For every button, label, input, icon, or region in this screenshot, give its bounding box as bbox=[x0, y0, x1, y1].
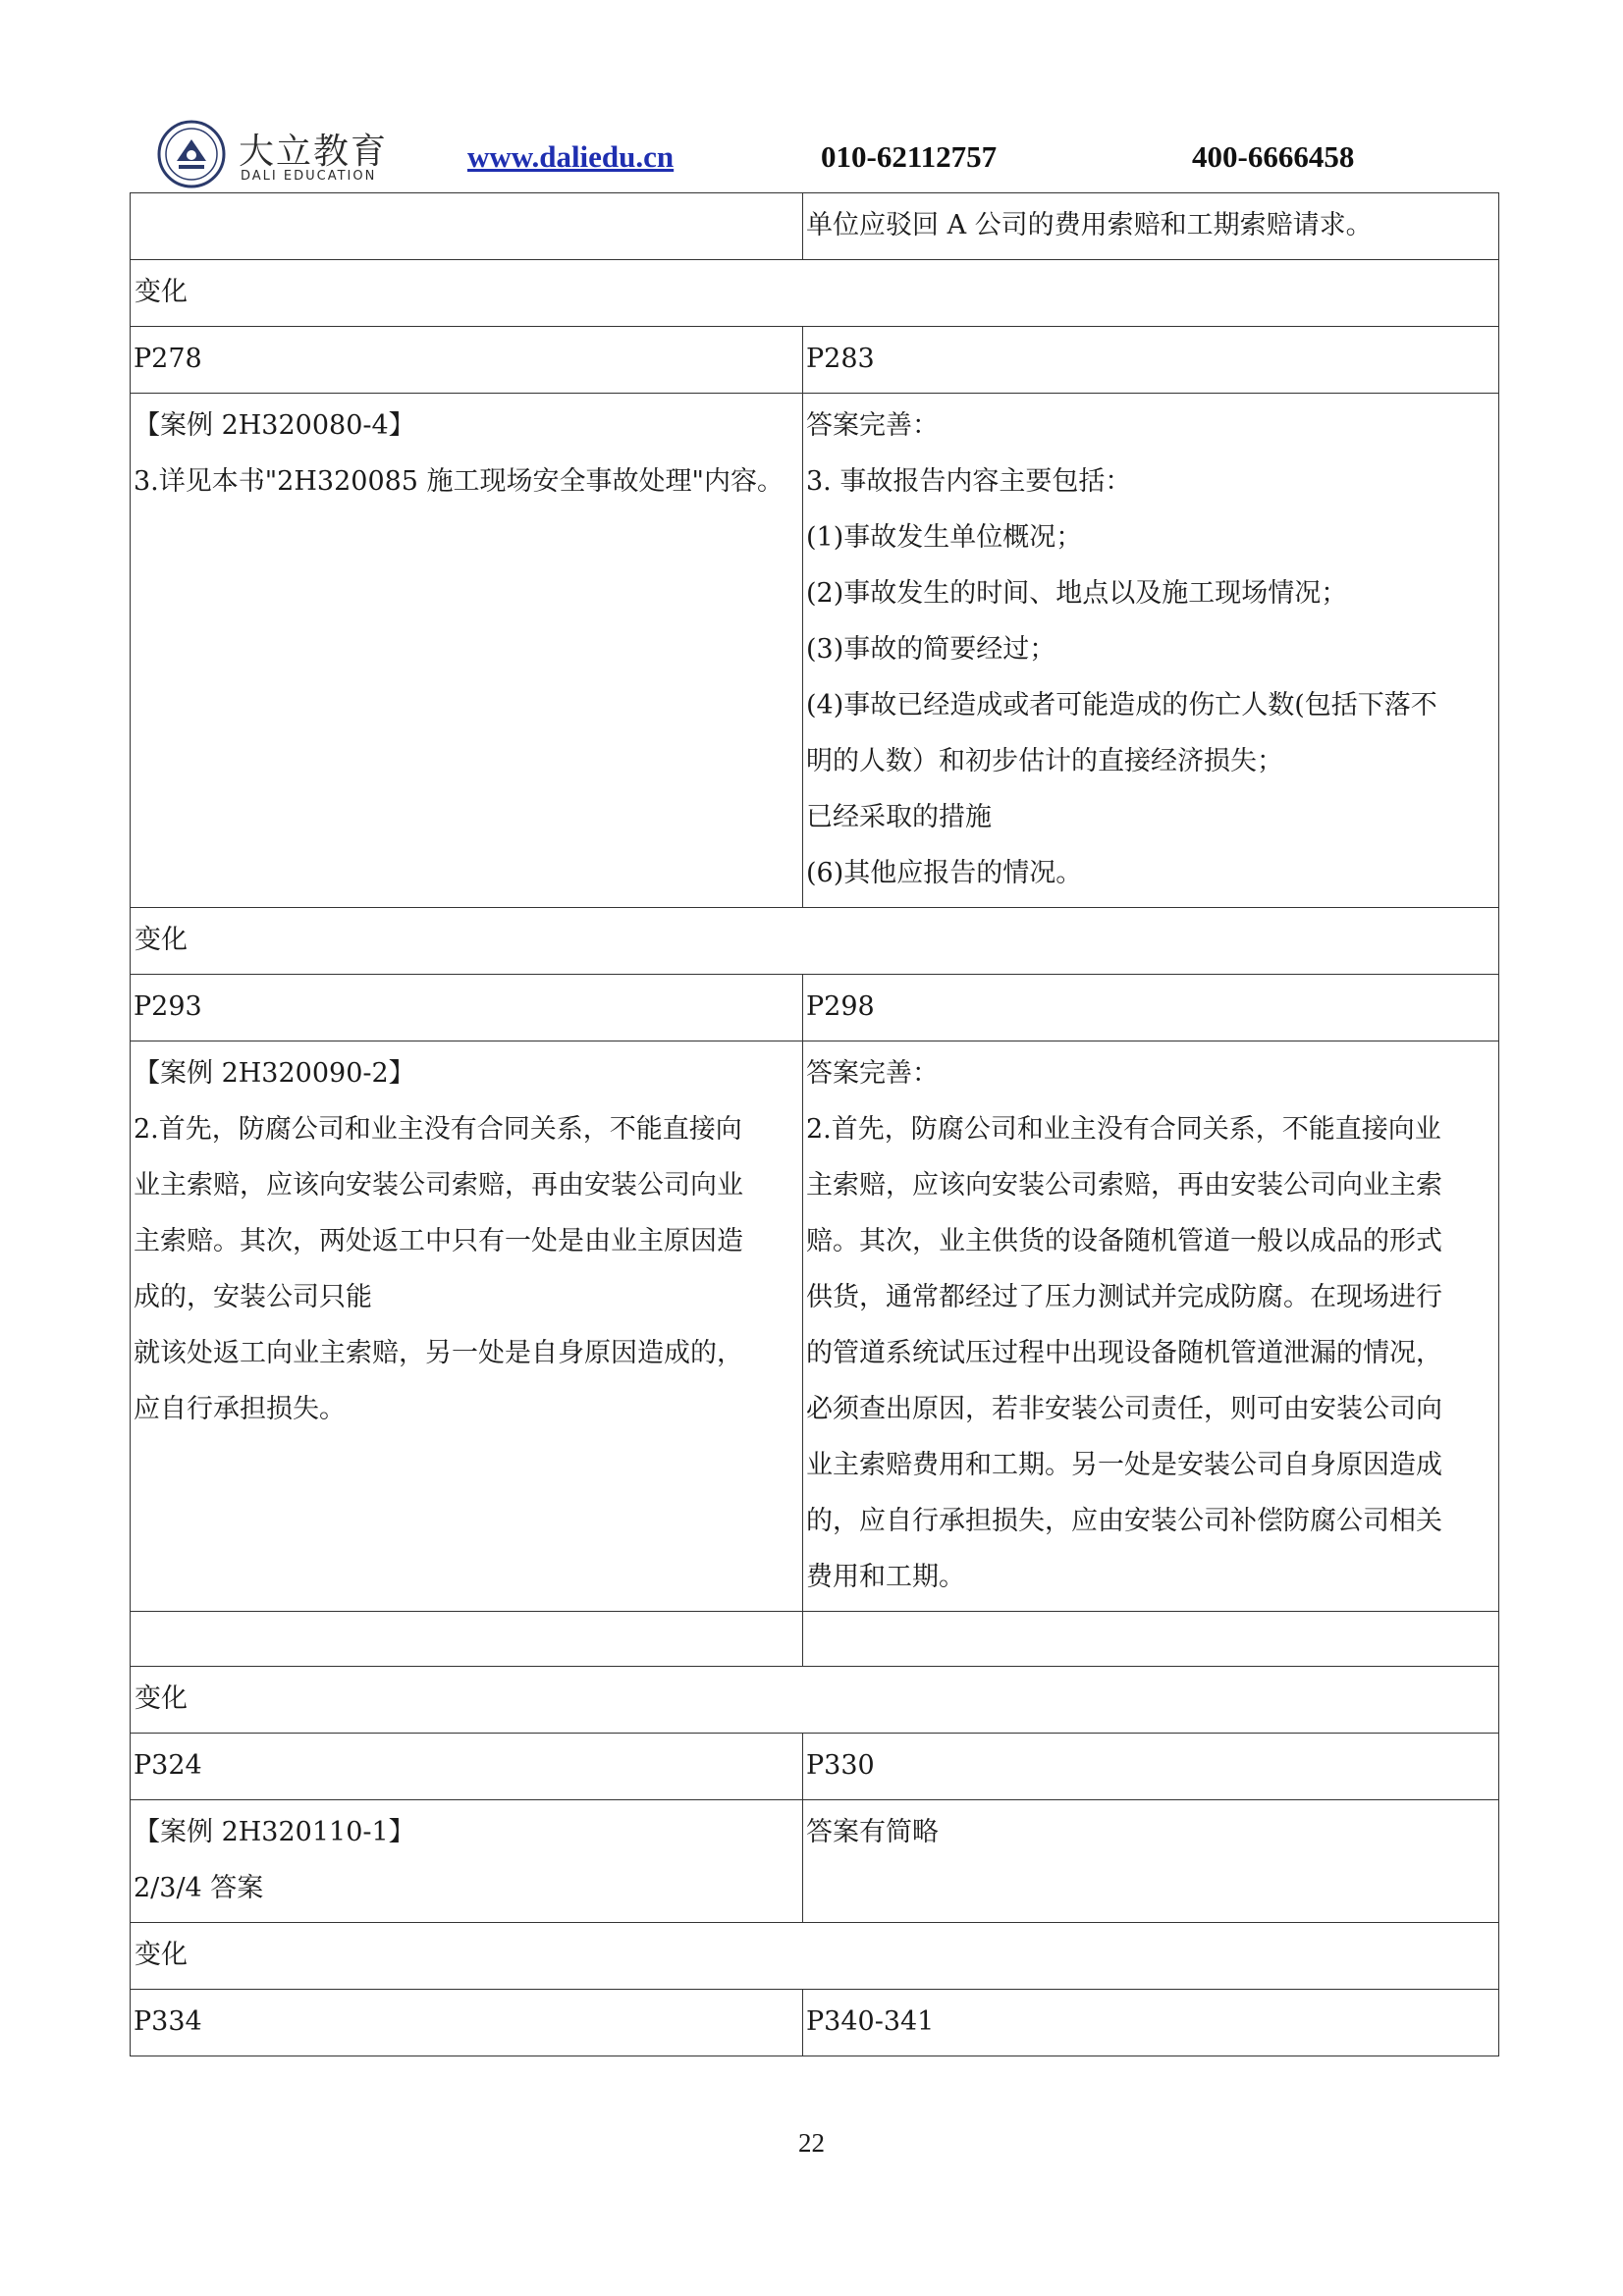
brand-name-en: DALI EDUCATION bbox=[241, 169, 377, 184]
cell-line: 成的，安装公司只能 bbox=[134, 1282, 372, 1312]
cell-line: 就该处返工向业主索赔，另一处是自身原因造成的， bbox=[134, 1338, 743, 1368]
cell-line: 【案例 2H320090-2】 bbox=[134, 1058, 415, 1089]
cell-line: (3)事故的简要经过； bbox=[806, 634, 1056, 665]
table-row bbox=[131, 1923, 1499, 1990]
page-ref-old: P293 bbox=[131, 975, 803, 1041]
cell-line: 3. 事故报告内容主要包括： bbox=[806, 466, 1132, 497]
table-cell-left bbox=[131, 1800, 803, 1923]
page-ref-old: P334 bbox=[131, 1990, 803, 2056]
cell-line: 费用和工期。 bbox=[806, 1562, 965, 1592]
page-ref-new: P340-341 bbox=[803, 1990, 1499, 2056]
dali-logo-icon bbox=[157, 120, 226, 188]
cell-line: 3.详见本书"2H320085 施工现场安全事故处理"内容。 bbox=[134, 466, 784, 497]
section-label: 变化 bbox=[131, 1667, 1499, 1734]
cell-line: 必须查出原因，若非安装公司责任，则可由安装公司向 bbox=[806, 1394, 1442, 1424]
table-cell-right bbox=[803, 1800, 1499, 1923]
table-cell-left bbox=[131, 394, 803, 908]
cell-line: 赔。其次，业主供货的设备随机管道一般以成品的形式 bbox=[806, 1226, 1442, 1256]
cell-line: 业主索赔费用和工期。另一处是安装公司自身原因造成 bbox=[806, 1450, 1442, 1480]
page-ref-new: P298 bbox=[803, 975, 1499, 1041]
cell-line: 业主索赔，应该向安装公司索赔，再由安装公司向业 bbox=[134, 1170, 743, 1201]
table-row bbox=[131, 1990, 1499, 2056]
page-ref-new: P330 bbox=[803, 1734, 1499, 1800]
page-ref-old: P278 bbox=[131, 327, 803, 394]
cell-line: (4)事故已经造成或者可能造成的伤亡人数(包括下落不 bbox=[806, 690, 1437, 721]
cell-line: 2.首先，防腐公司和业主没有合同关系，不能直接向业 bbox=[806, 1114, 1441, 1145]
empty-cell bbox=[131, 1612, 803, 1667]
table-row bbox=[131, 327, 1499, 394]
cell-line: 供货，通常都经过了压力测试并完成防腐。在现场进行 bbox=[806, 1282, 1442, 1312]
table-row bbox=[131, 394, 1499, 908]
table-row bbox=[131, 1734, 1499, 1800]
website-link[interactable]: www.daliedu.cn bbox=[467, 139, 675, 174]
cell-line: 【案例 2H320110-1】 bbox=[134, 1817, 415, 1847]
section-label: 变化 bbox=[131, 908, 1499, 975]
cell-line: 2.首先，防腐公司和业主没有合同关系，不能直接向 bbox=[134, 1114, 742, 1145]
cell-line: (2)事故发生的时间、地点以及施工现场情况； bbox=[806, 578, 1348, 609]
cell-line: 2/3/4 答案 bbox=[134, 1873, 264, 1903]
cell-line: (1)事故发生单位概况； bbox=[806, 522, 1083, 553]
table-row bbox=[131, 1041, 1499, 1612]
section-label: 变化 bbox=[131, 260, 1499, 327]
cell-line: 答案有简略 bbox=[806, 1817, 939, 1847]
cell-line: 单位应驳回 A 公司的费用索赔和工期索赔请求。 bbox=[806, 210, 1373, 240]
page-ref-old: P324 bbox=[131, 1734, 803, 1800]
table-row bbox=[131, 908, 1499, 975]
cell-line: 明的人数）和初步估计的直接经济损失； bbox=[806, 746, 1283, 776]
cell-line: 答案完善： bbox=[806, 1058, 939, 1089]
table-cell-right bbox=[803, 1041, 1499, 1612]
page-ref-new: P283 bbox=[803, 327, 1499, 394]
empty-cell bbox=[803, 1612, 1499, 1667]
cell-line: 的管道系统试压过程中出现设备随机管道泄漏的情况， bbox=[806, 1338, 1442, 1368]
table-row bbox=[131, 1612, 1499, 1667]
table-cell-right bbox=[803, 193, 1499, 260]
cell-line: 主索赔。其次，两处返工中只有一处是由业主原因造 bbox=[134, 1226, 743, 1256]
cell-line: 已经采取的措施 bbox=[806, 802, 992, 832]
section-label: 变化 bbox=[131, 1923, 1499, 1990]
cell-line: (6)其他应报告的情况。 bbox=[806, 858, 1083, 888]
table-cell-left bbox=[131, 193, 803, 260]
table-cell-right bbox=[803, 394, 1499, 908]
cell-line: 【案例 2H320080-4】 bbox=[134, 410, 415, 441]
table-row bbox=[131, 1667, 1499, 1734]
cell-line: 的，应自行承担损失，应由安装公司补偿防腐公司相关 bbox=[806, 1506, 1442, 1536]
table-row bbox=[131, 1800, 1499, 1923]
table-row bbox=[131, 260, 1499, 327]
table-row bbox=[131, 975, 1499, 1041]
changes-table bbox=[130, 192, 1499, 2056]
page-number: 22 bbox=[798, 2128, 825, 2158]
phone-number-2: 400-6666458 bbox=[1192, 139, 1355, 174]
cell-line: 答案完善： bbox=[806, 410, 939, 441]
table-row bbox=[131, 193, 1499, 260]
cell-line: 应自行承担损失。 bbox=[134, 1394, 346, 1424]
brand-name-cn: 大立教育 bbox=[239, 132, 389, 172]
phone-number-1: 010-62112757 bbox=[821, 139, 998, 174]
page-header bbox=[0, 0, 1623, 191]
cell-line: 主索赔，应该向安装公司索赔，再由安装公司向业主索 bbox=[806, 1170, 1442, 1201]
table-cell-left bbox=[131, 1041, 803, 1612]
